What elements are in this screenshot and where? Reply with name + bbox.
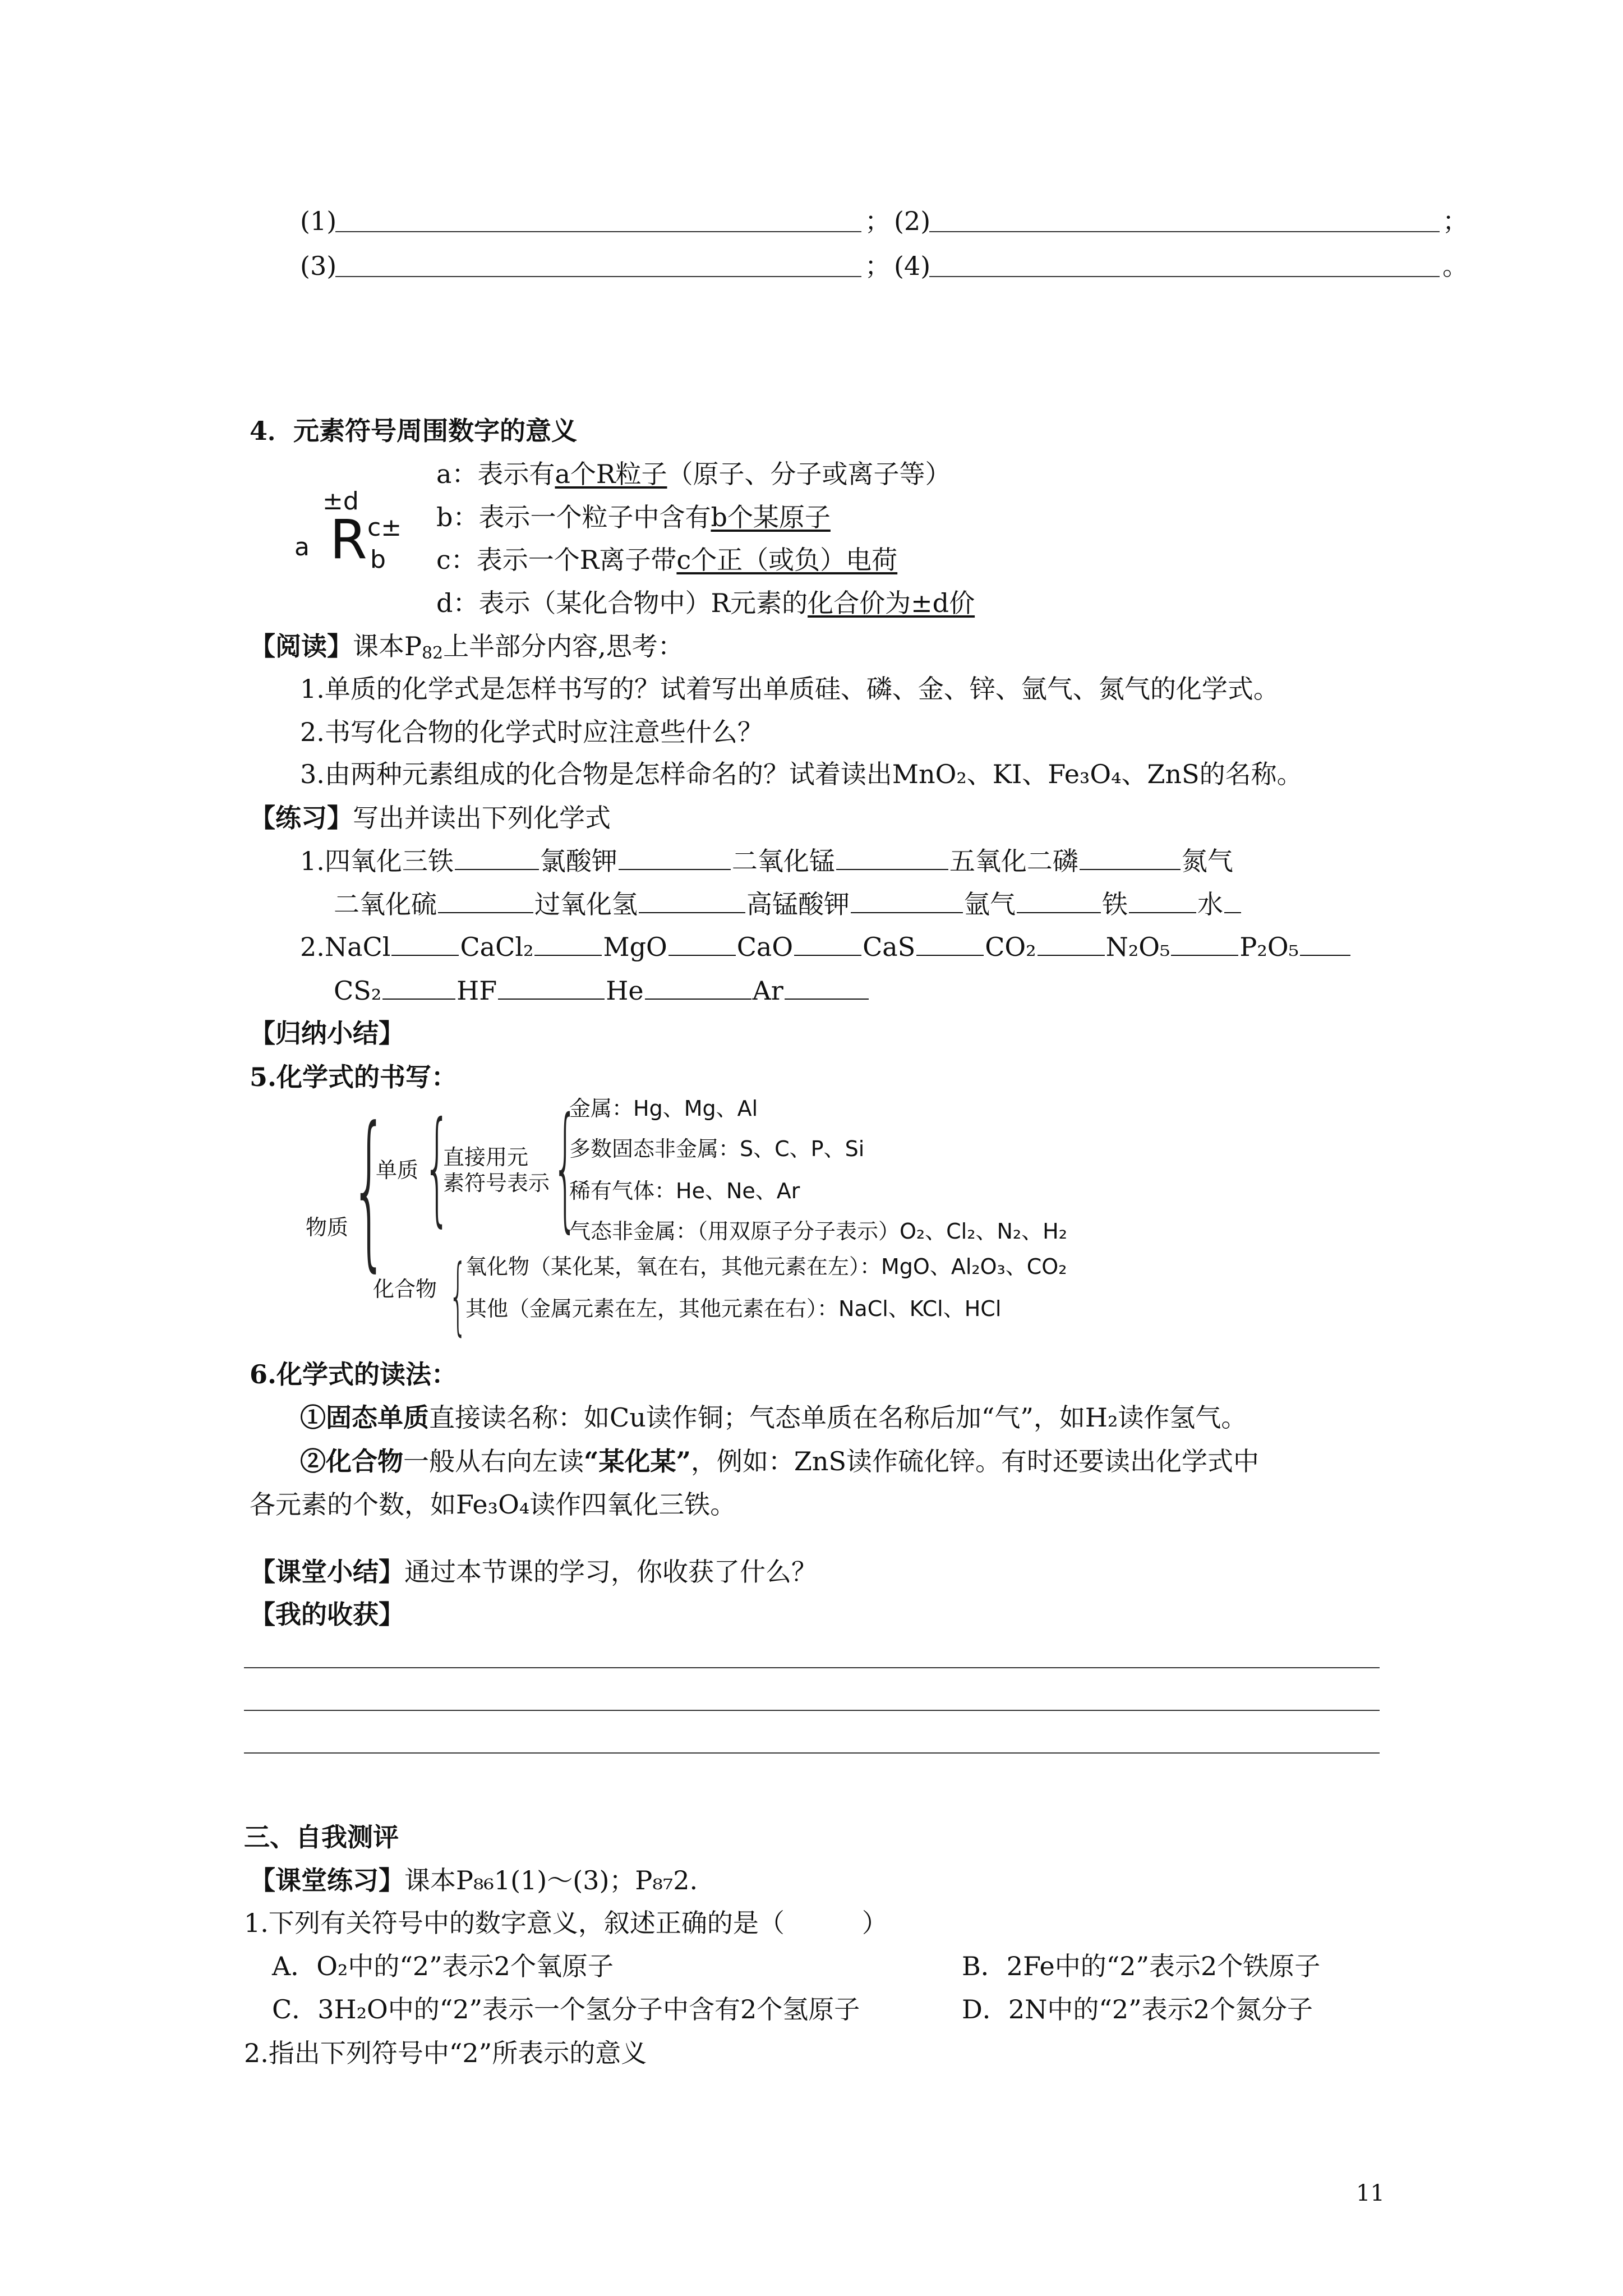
blank[interactable] [1017, 889, 1101, 913]
blank[interactable] [794, 931, 861, 956]
diagram-R: R [330, 508, 367, 571]
separator: ； [865, 251, 891, 281]
answer-line-1[interactable] [335, 231, 861, 232]
option-c[interactable]: C．3H₂O中的“2”表示一个氢分子中含有2个氢原子 [272, 1994, 860, 2024]
blank-label-1: (1) [300, 206, 337, 236]
blank[interactable] [851, 889, 963, 913]
tree-other: 其他（金属元素在左，其他元素在右）：NaCl、KCl、HCl [465, 1296, 1002, 1321]
brace-icon: { [351, 1091, 388, 1287]
separator: ； [865, 206, 891, 236]
meaning-c: c：表示一个R离子带c个正（或负）电荷 [436, 545, 898, 575]
option-b[interactable]: B．2Fe中的“2”表示2个铁原子 [962, 1951, 1321, 1981]
brace-icon: { [423, 1095, 451, 1239]
answer-line-3[interactable] [335, 276, 861, 277]
practice-row-4: CS₂ HF He Ar [334, 974, 870, 1007]
tree-root: 物质 [306, 1215, 349, 1240]
blank[interactable] [498, 975, 605, 1000]
tree-direct-2: 素符号表示 [443, 1171, 550, 1195]
blank[interactable] [382, 975, 455, 1000]
tree-metal: 金属：Hg、Mg、Al [569, 1096, 758, 1121]
blank[interactable] [438, 889, 533, 913]
blank-label-2: (2) [894, 206, 931, 236]
reading-rule-2-cont: 各元素的个数，如Fe₃O₄读作四氧化三铁。 [250, 1489, 736, 1520]
blank[interactable] [836, 845, 948, 870]
section-5-title: 5.化学式的书写： [250, 1062, 458, 1092]
gain-line-2[interactable] [244, 1710, 1380, 1711]
answer-line-2[interactable] [929, 231, 1440, 232]
meaning-d: d：表示（某化合物中）R元素的化合价为±d价 [436, 588, 975, 618]
blank[interactable] [391, 931, 459, 956]
tree-compound: 化合物 [373, 1277, 437, 1301]
blank[interactable] [916, 931, 984, 956]
blank-label-4: (4) [894, 251, 931, 281]
blank[interactable] [668, 931, 736, 956]
diagram-c-pm: c± [367, 513, 402, 542]
diagram-b: b [370, 545, 386, 574]
summary-heading: 【归纳小结】 [250, 1018, 404, 1048]
reading-q2: 2.书写化合物的化学式时应注意些什么？ [300, 717, 763, 747]
tree-oxide: 氧化物（某化某，氧在右，其他元素在左）：MgO、Al₂O₃、CO₂ [465, 1254, 1067, 1279]
practice-row-1: 1.四氧化三铁 氯酸钾 二氧化锰 五氧化二磷 氮气 [300, 846, 1233, 876]
blank[interactable] [645, 975, 751, 1000]
reading-line: 【阅读】课本$P_{82}$上半部分内容,思考： [250, 631, 684, 663]
gain-line-1[interactable] [244, 1667, 1380, 1668]
reading-rule-1: ①固态单质直接读名称：如Cu读作铜；气态单质在名称后加“气”，如H₂读作氢气。 [300, 1402, 1247, 1433]
brace-icon: { [449, 1247, 468, 1345]
option-d[interactable]: D．2N中的“2”表示2个氮分子 [962, 1994, 1313, 2024]
blank-label-3: (3) [300, 251, 337, 281]
tree-rare-gas: 稀有气体：He、Ne、Ar [569, 1179, 800, 1203]
blank[interactable] [619, 845, 731, 870]
tree-solid-nonmetal: 多数固态非金属：S、C、P、Si [569, 1137, 865, 1161]
line-end-mark: 。 [1442, 251, 1468, 281]
my-gain-heading: 【我的收获】 [250, 1599, 404, 1630]
tree-gas-nonmetal: 气态非金属：（用双原子分子表示）O₂、Cl₂、N₂、H₂ [569, 1219, 1067, 1244]
blank[interactable] [1038, 931, 1105, 956]
practice-line: 【练习】写出并读出下列化学式 [250, 803, 611, 833]
question-2: 2.指出下列符号中“2”所表示的意义 [244, 2038, 647, 2068]
section-4-title: 4．元素符号周围数字的意义 [250, 416, 578, 446]
meaning-a: a：表示有a个R粒子（原子、分子或离子等） [436, 459, 951, 489]
question-1: 1.下列有关符号中的数字意义，叙述正确的是（ ） [244, 1908, 888, 1938]
class-exercise: 【课堂练习】课本P₈₆1(1)～(3)；P₈₇2. [250, 1865, 698, 1895]
class-summary: 【课堂小结】通过本节课的学习，你收获了什么？ [250, 1557, 817, 1587]
blank[interactable] [639, 889, 745, 913]
brace-icon: { [552, 1088, 578, 1245]
blank[interactable] [1080, 845, 1181, 870]
tree-direct-1: 直接用元 [443, 1145, 529, 1170]
tree-simple: 单质 [376, 1158, 419, 1182]
meaning-b: b：表示一个粒子中含有b个某原子 [436, 502, 831, 532]
gain-line-3[interactable] [244, 1752, 1380, 1754]
reading-q1: 1.单质的化学式是怎样书写的？试着写出单质硅、磷、金、锌、氩气、氮气的化学式。 [300, 674, 1279, 704]
section-6-title: 6.化学式的读法： [250, 1359, 458, 1389]
blank[interactable] [1129, 889, 1196, 913]
blank[interactable] [1224, 889, 1241, 913]
line-end-mark: ； [1442, 206, 1468, 236]
practice-row-3: 2.NaCl CaCl₂ MgO CaO CaS CO₂ N₂O₅ P₂O₅ [300, 930, 1352, 964]
practice-row-2: 二氧化硫 过氧化氢 高锰酸钾 氩气 铁 水 [334, 887, 1242, 921]
blank[interactable] [455, 845, 539, 870]
blank[interactable] [1171, 931, 1238, 956]
blank[interactable] [785, 975, 869, 1000]
self-test-title: 三、自我测评 [244, 1822, 399, 1852]
blank[interactable] [534, 931, 602, 956]
reading-q3: 3.由两种元素组成的化合物是怎样命名的？试着读出MnO₂、KI、Fe₃O₄、ZnS的名称。 [300, 759, 1303, 789]
reading-rule-2: ②化合物一般从右向左读“某化某”，例如：ZnS读作硫化锌。有时还要读出化学式中 [300, 1446, 1260, 1476]
blank[interactable] [1300, 931, 1350, 956]
option-a[interactable]: A．O₂中的“2”表示2个氧原子 [272, 1951, 614, 1981]
diagram-a: a [294, 533, 310, 562]
diagram-pm-d: ±d [322, 487, 359, 516]
answer-line-4[interactable] [929, 276, 1440, 277]
page-number: 11 [1356, 2180, 1385, 2206]
